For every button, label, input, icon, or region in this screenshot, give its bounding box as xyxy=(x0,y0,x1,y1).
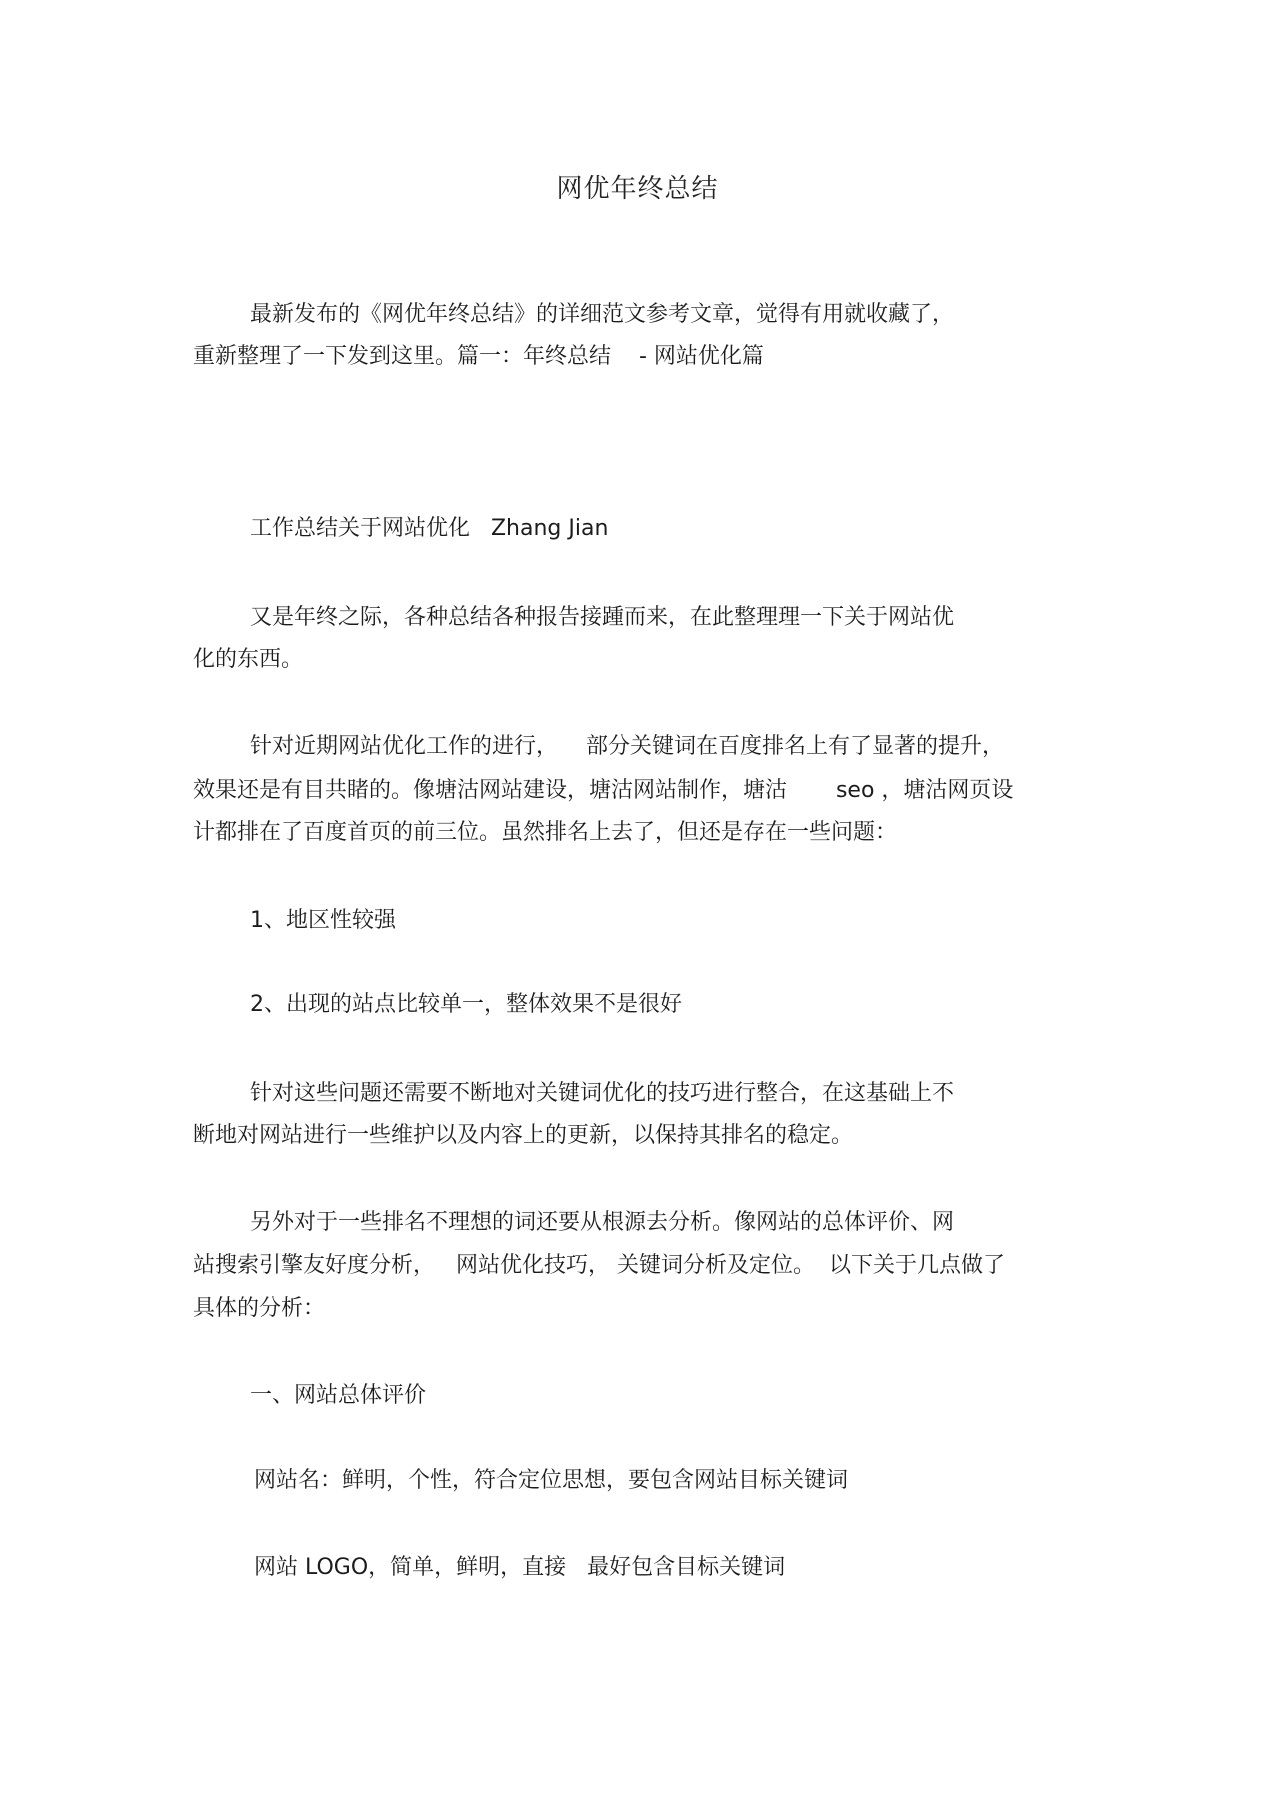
paragraph-3-line-1: 针对这些问题还需要不断地对关键词优化的技巧进行整合，在这基础上不 xyxy=(250,1081,955,1106)
paragraph-4-line-3: 具体的分析： xyxy=(193,1296,326,1321)
paragraph-5-line-1: 网站名：鲜明，个性，符合定位思想，要包含网站目标关键词 xyxy=(254,1468,849,1493)
intro-line-1: 最新发布的《网优年终总结》的详细范文参考文章，觉得有用就收藏了， xyxy=(250,302,955,327)
heading-work-summary: 工作总结关于网站优化 Zhang Jian xyxy=(250,516,609,541)
list-item-2: 2、出现的站点比较单一，整体效果不是很好 xyxy=(250,992,682,1017)
paragraph-1-line-1: 又是年终之际，各种总结各种报告接踵而来，在此整理理一下关于网站优 xyxy=(250,605,955,630)
paragraph-6-line-1: 网站 LOGO，简单，鲜明，直接 最好包含目标关键词 xyxy=(254,1555,786,1580)
paragraph-4-line-1: 另外对于一些排名不理想的词还要从根源去分析。像网站的总体评价、网 xyxy=(250,1210,955,1235)
intro-line-2: 重新整理了一下发到这里。篇一：年终总结 - 网站优化篇 xyxy=(193,344,764,369)
document-title: 网优年终总结 xyxy=(556,174,719,204)
list-item-1: 1、地区性较强 xyxy=(250,908,396,933)
paragraph-2-line-1: 针对近期网站优化工作的进行， 部分关键词在百度排名上有了显著的提升， xyxy=(250,734,1004,759)
paragraph-2-line-2: 效果还是有目共睹的。像塘沽网站建设，塘沽网站制作，塘沽 seo ，塘沽网页设 xyxy=(193,778,1014,803)
paragraph-2-line-3: 计都排在了百度首页的前三位。虽然排名上去了，但还是存在一些问题： xyxy=(193,820,898,845)
paragraph-3-line-2: 断地对网站进行一些维护以及内容上的更新，以保持其排名的稳定。 xyxy=(193,1123,854,1148)
section-heading-1: 一、网站总体评价 xyxy=(250,1383,427,1408)
paragraph-4-line-2: 站搜索引擎友好度分析， 网站优化技巧， 关键词分析及定位。 以下关于几点做了 xyxy=(193,1253,1005,1278)
paragraph-1-line-2: 化的东西。 xyxy=(193,647,304,672)
